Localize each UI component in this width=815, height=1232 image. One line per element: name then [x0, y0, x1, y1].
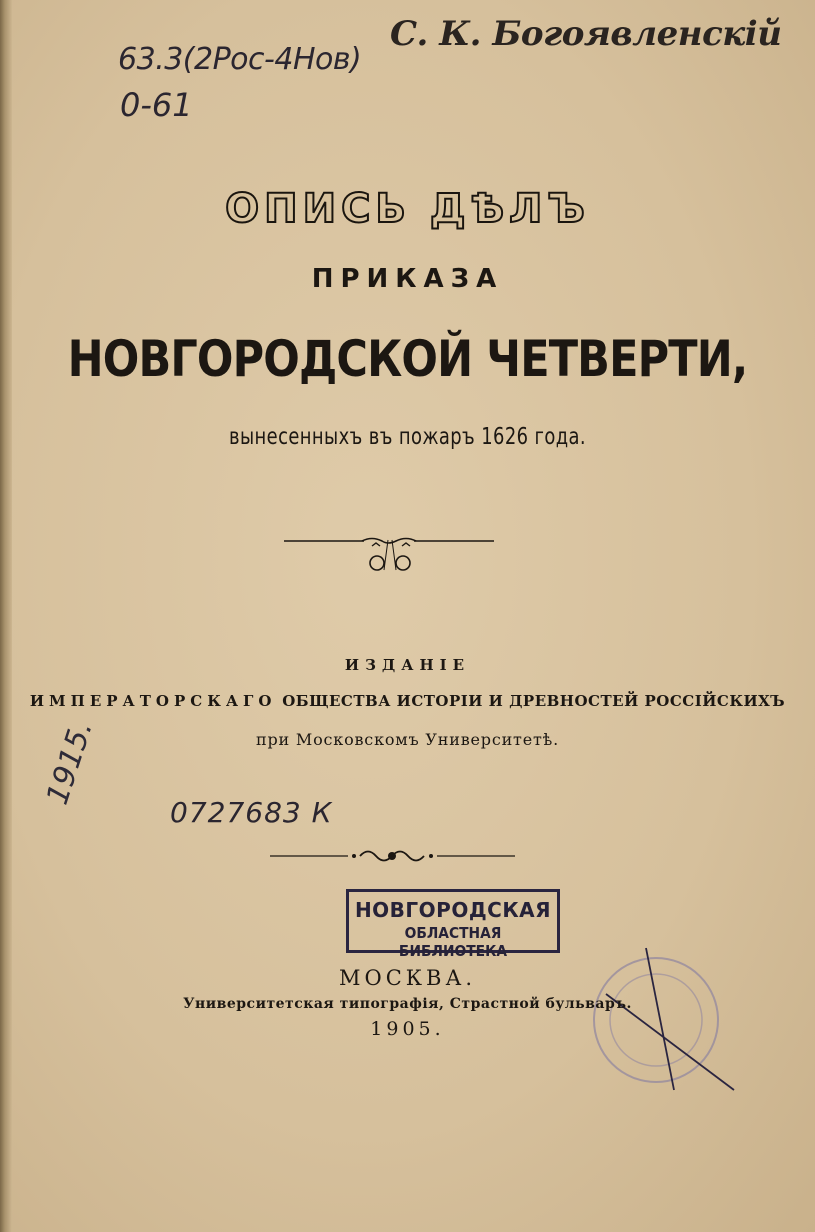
imprint-city: МОСКВА. [338, 966, 477, 990]
owner-signature: С. К. Богоявленскiй [390, 14, 782, 54]
library-stamp-line-1: НОВГОРОДСКАЯ [354, 898, 552, 922]
handwritten-shelfmark-code: 0-61 [120, 86, 193, 124]
library-stamp [346, 889, 560, 960]
publisher-imperial: ИМПЕРАТОРСКАГО [29, 692, 277, 710]
ornament-rule-icon [270, 845, 515, 867]
title-subtitle: вынесенныхъ въ пожаръ 1626 года. [229, 424, 586, 450]
library-stamp-line-2: ОБЛАСТНАЯ БИБЛИОТЕКА [398, 924, 508, 960]
title-line-1: ОПИСЬ ДѢЛЪ [225, 186, 590, 232]
title-line-2: ПРИКАЗА [311, 264, 504, 294]
ornament-divider-icon [284, 534, 494, 574]
handwritten-shelfmark: 63.3(2Рос-4Нов) [118, 42, 362, 77]
publisher-heading: ИЗДАНIЕ [344, 656, 471, 674]
handwritten-margin-note: 1915. [40, 716, 100, 809]
publisher-society-name: ОБЩЕСТВА ИСТОРIИ И ДРЕВНОСТЕЙ РОССIЙСКИХЪ [282, 692, 786, 710]
imprint-year: 1905. [370, 1018, 445, 1040]
imprint-printer: Университетская типографiя, Страстной бульваръ. [183, 996, 632, 1012]
publisher-university: при Московскомъ Университетѣ. [256, 730, 559, 749]
book-spine-edge [0, 0, 12, 1232]
title-main: НОВГОРОДСКОЙ ЧЕТВЕРТИ, [67, 330, 748, 388]
inventory-number: 0727683 К [170, 796, 333, 829]
publisher-society [0, 692, 815, 710]
